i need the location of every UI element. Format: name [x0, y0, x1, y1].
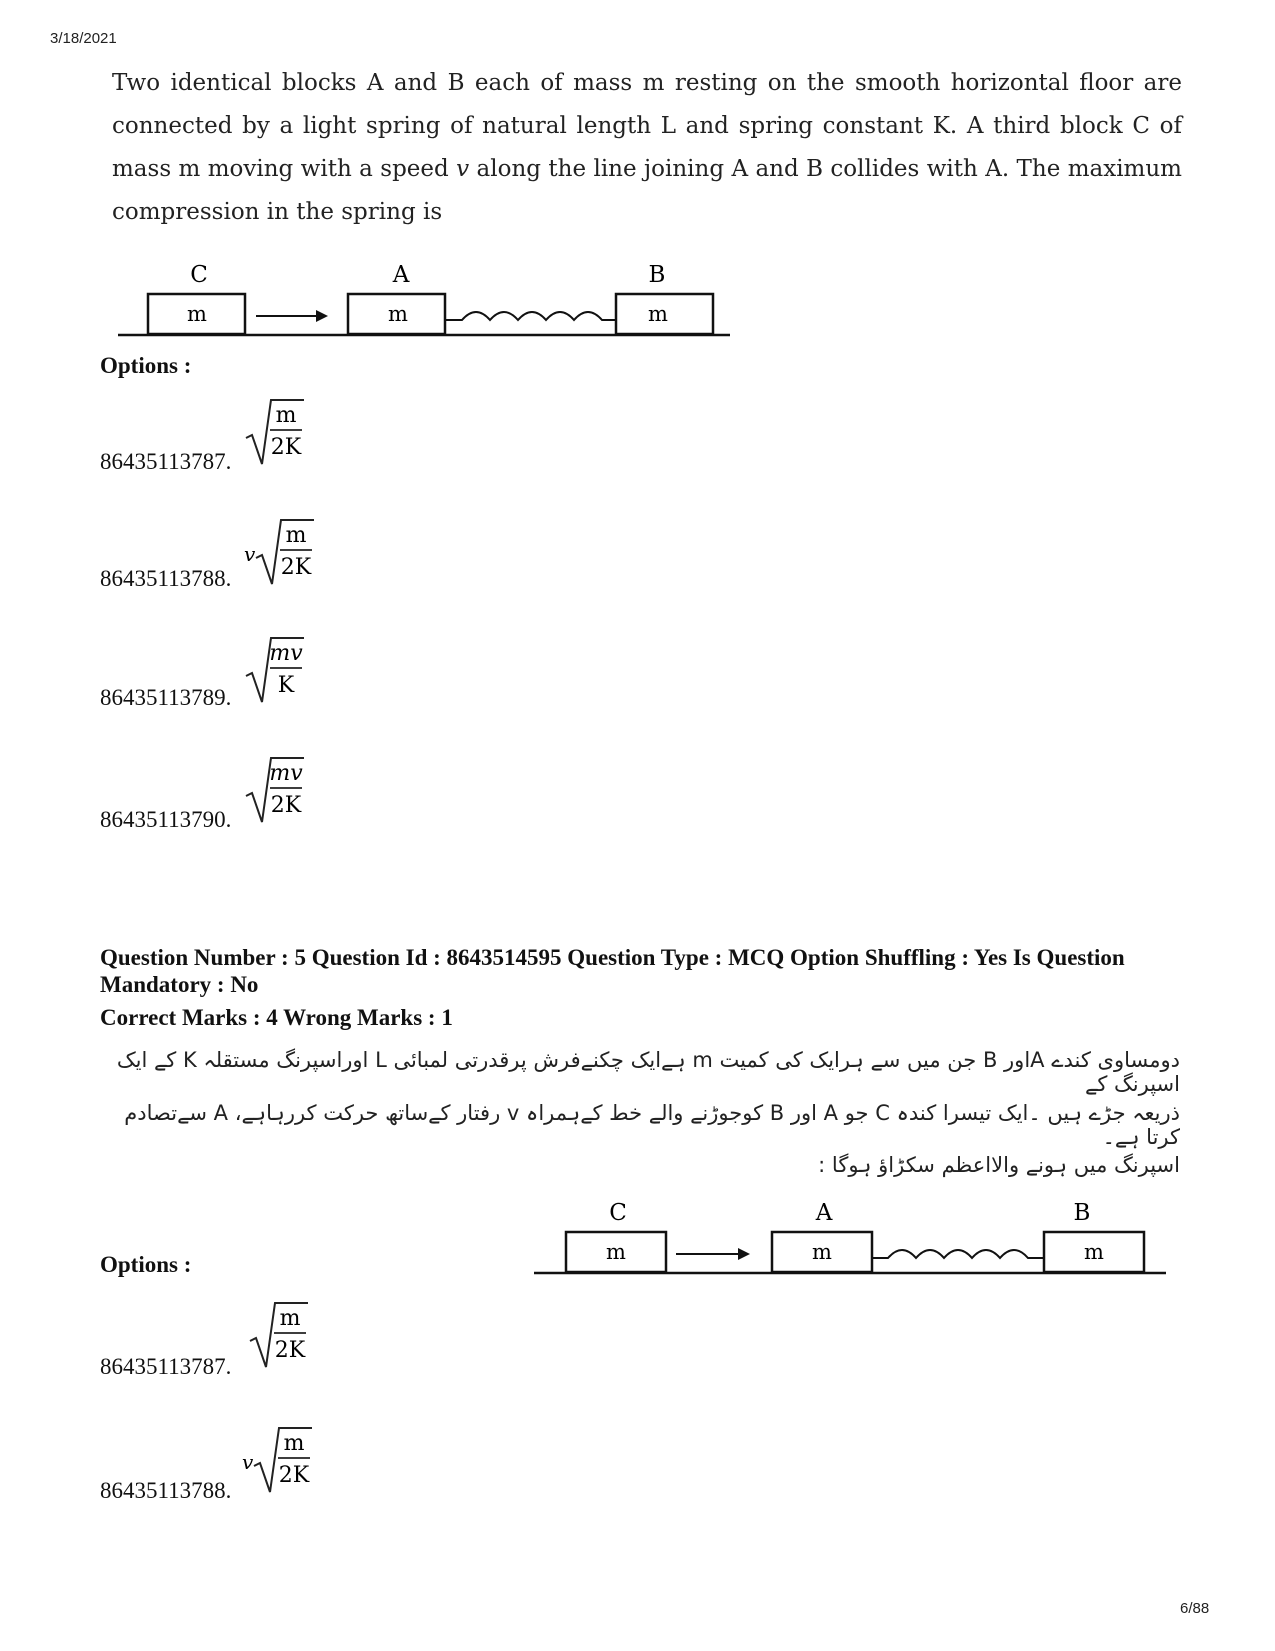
denominator: 2K — [280, 555, 312, 580]
spring — [445, 312, 616, 320]
numerator: m — [285, 523, 307, 548]
label-b: B — [648, 262, 666, 288]
print-date: 3/18/2021 — [50, 30, 117, 47]
question-meta-line: Question Number : 5 Question Id : 8643514595 Question Type : MCQ Option Shuffling : Yes Is Question Mandatory : No — [100, 945, 1125, 997]
option-id: 86435113789. — [100, 685, 232, 710]
speed-symbol: v — [456, 156, 470, 182]
mass-b: m — [648, 302, 668, 326]
prefix-v: v — [244, 542, 256, 566]
denominator: K — [277, 673, 295, 698]
blocks-spring-figure — [534, 1196, 1184, 1281]
spring — [872, 1250, 1044, 1258]
numerator: m — [275, 403, 297, 428]
mass-c: m — [187, 302, 207, 326]
urdu-question-line: اسپرنگ میں ہونے والااعظم سکڑاؤ ہوگا : — [818, 1153, 1180, 1177]
marks-line: Correct Marks : 4 Wrong Marks : 1 — [100, 1005, 453, 1030]
question-meta — [100, 944, 1200, 1031]
numerator: mv — [269, 641, 303, 666]
label-c: C — [190, 262, 208, 288]
urdu-question-line: دومساوی کندے Aاور B جن میں سے ہرایک کی کمیت m ہےایک چکنےفرش پرقدرتی لمبائی L اوراسپرنگ مستقلہ K کے ایک اسپرنگ کے — [116, 1048, 1180, 1096]
mass-c: m — [606, 1240, 626, 1264]
denominator: 2K — [270, 793, 302, 818]
options-heading: Options : — [100, 353, 192, 378]
options-heading: Options : — [100, 1252, 192, 1277]
blocks-spring-figure — [110, 258, 740, 343]
option-formula — [244, 1295, 334, 1375]
denominator: 2K — [278, 1463, 310, 1488]
option-formula — [238, 1420, 338, 1500]
label-b: B — [1073, 1200, 1091, 1226]
page-number: 6/88 — [1180, 1600, 1210, 1617]
question-text — [112, 62, 1182, 234]
denominator: 2K — [270, 435, 302, 460]
velocity-arrow — [256, 310, 328, 322]
label-a: A — [392, 262, 410, 288]
urdu-question-line: ذریعہ جڑے ہیں ۔ایک تیسرا کندہ C جو A اور B کوجوڑنے والے خط کےہمراہ v رفتار کےساتھ حرکت کررہاہے، A سےتصادم کرتا ہے۔ — [124, 1101, 1180, 1149]
option-formula — [240, 392, 330, 472]
question-text-part: along the line joining A and B collides with A. The maximum compression in the spring is — [112, 156, 1182, 225]
option-id: 86435113788. — [100, 566, 232, 591]
option-formula — [240, 630, 330, 710]
option-id: 86435113788. — [100, 1478, 232, 1503]
option-id: 86435113787. — [100, 1354, 232, 1379]
mass-a: m — [388, 302, 408, 326]
prefix-v: v — [242, 1450, 254, 1474]
option-formula — [240, 750, 330, 830]
mass-a: m — [812, 1240, 832, 1264]
label-a: A — [815, 1200, 833, 1226]
option-id: 86435113790. — [100, 807, 232, 832]
option-formula — [240, 512, 340, 592]
denominator: 2K — [274, 1338, 306, 1363]
numerator: m — [283, 1431, 305, 1456]
numerator: m — [279, 1306, 301, 1331]
question-text-part: Two identical blocks A and B each of mass m resting on the smooth horizontal floor are connected by a light spring of natural length L and spring constant K. A third block C of mass m moving with a speed — [112, 70, 1182, 182]
label-c: C — [609, 1200, 627, 1226]
velocity-arrow — [676, 1248, 750, 1260]
mass-b: m — [1084, 1240, 1104, 1264]
numerator: mv — [269, 761, 303, 786]
option-id: 86435113787. — [100, 449, 232, 474]
